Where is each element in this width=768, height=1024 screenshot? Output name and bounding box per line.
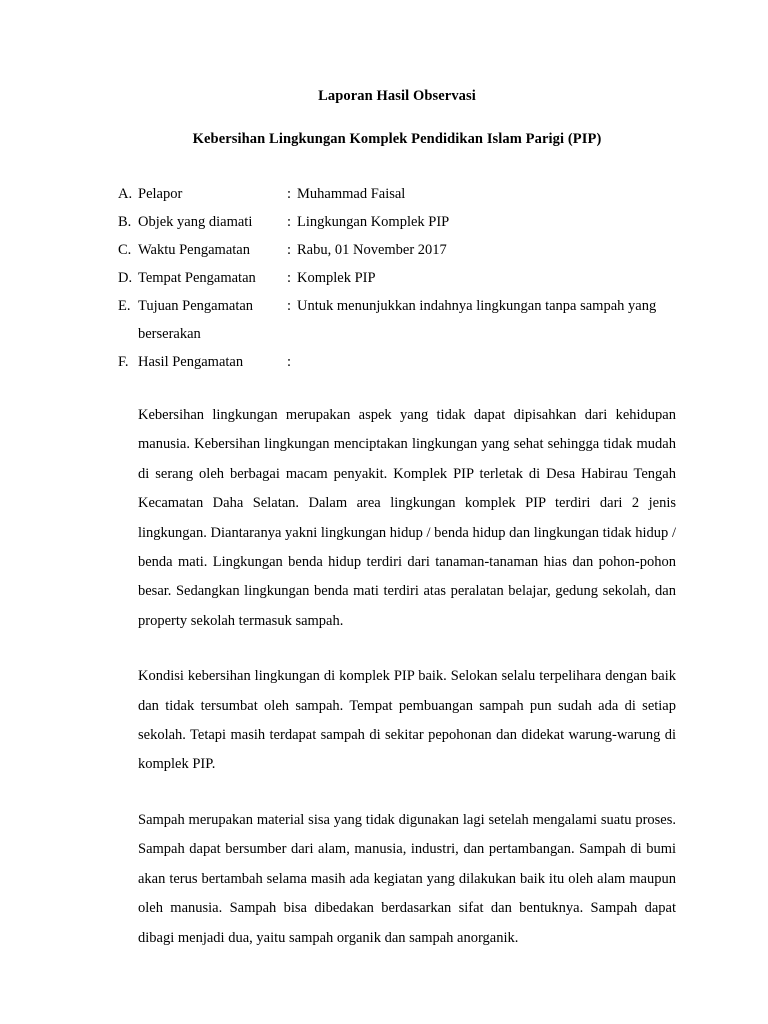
info-label: Pelapor (138, 186, 183, 202)
info-value-continuation: berserakan (138, 326, 201, 342)
info-row (118, 348, 676, 376)
document-content (118, 86, 676, 953)
info-separator: : (287, 214, 292, 230)
info-value: Untuk menunjukkan indahnya lingkungan tanpa sampah yang (297, 298, 657, 314)
info-row (118, 180, 676, 208)
info-value: Komplek PIP (297, 270, 376, 286)
info-separator: : (287, 298, 292, 314)
body-paragraph: Kebersihan lingkungan merupakan aspek yang tidak dapat dipisahkan dari kehidupan manusia. Kebersihan lingkungan menciptakan lingkungan yang sehat sehingga tidak mudah di serang oleh berbagai macam penyakit. Komplek PIP terletak di Desa Habirau Tengah Kecamatan Daha Selatan. Dalam area lingkungan komplek PIP terdiri dari 2 jenis lingkungan. Diantaranya yakni lingkungan hidup / benda hidup dan lingkungan tidak hidup / benda mati. Lingkungan benda hidup terdiri dari tanaman-tanaman hias dan pohon-pohon besar. Sedangkan lingkungan benda mati terdiri atas peralatan belajar, gedung sekolah, dan property sekolah termasuk sampah. (138, 407, 676, 629)
info-label: Hasil Pengamatan (138, 354, 244, 370)
info-label: Tujuan Pengamatan (138, 298, 254, 314)
info-value: Muhammad Faisal (297, 186, 406, 202)
info-value: Lingkungan Komplek PIP (297, 214, 450, 230)
info-value-continuation-row (118, 320, 676, 348)
info-letter: F. (118, 354, 129, 370)
body-paragraph: Kondisi kebersihan lingkungan di komplek PIP baik. Selokan selalu terpelihara dengan baik dan tidak tersumbat oleh sampah. Tempat pembuangan sampah pun sudah ada di setiap sekolah. Tetapi masih terdapat sampah di sekitar pepohonan dan didekat warung-warung di komplek PIP. (138, 668, 676, 773)
info-letter: E. (118, 298, 131, 314)
observation-info-list (118, 180, 676, 376)
info-label: Tempat Pengamatan (138, 270, 256, 286)
info-row (118, 292, 676, 320)
info-row (118, 208, 676, 236)
page-subtitle: Kebersihan Lingkungan Komplek Pendidikan Islam Parigi (PIP) (192, 131, 602, 147)
info-row (118, 264, 676, 292)
info-continuation-spacer (118, 320, 138, 348)
info-row (118, 236, 676, 264)
info-label: Waktu Pengamatan (138, 242, 250, 258)
info-letter: C. (118, 242, 132, 258)
observation-body (118, 401, 676, 953)
body-paragraph: Sampah merupakan material sisa yang tidak digunakan lagi setelah mengalami suatu proses. Sampah dapat bersumber dari alam, manusia, industri, dan pertambangan. Sampah di bumi akan terus bertambah selama masih ada kegiatan yang dilakukan baik itu oleh alam maupun oleh manusia. Sampah bisa dibedakan berdasarkan sifat dan bentuknya. Sampah dapat dibagi menjadi dua, yaitu sampah organik dan sampah anorganik. (138, 811, 676, 946)
info-separator: : (287, 354, 292, 370)
info-letter: D. (118, 270, 133, 286)
info-label: Objek yang diamati (138, 214, 253, 230)
info-letter: A. (118, 186, 133, 202)
info-value: Rabu, 01 November 2017 (297, 242, 447, 258)
info-separator: : (287, 186, 292, 202)
page-title: Laporan Hasil Observasi (318, 88, 476, 104)
info-letter: B. (118, 214, 132, 230)
info-separator: : (287, 270, 292, 286)
info-separator: : (287, 242, 292, 258)
